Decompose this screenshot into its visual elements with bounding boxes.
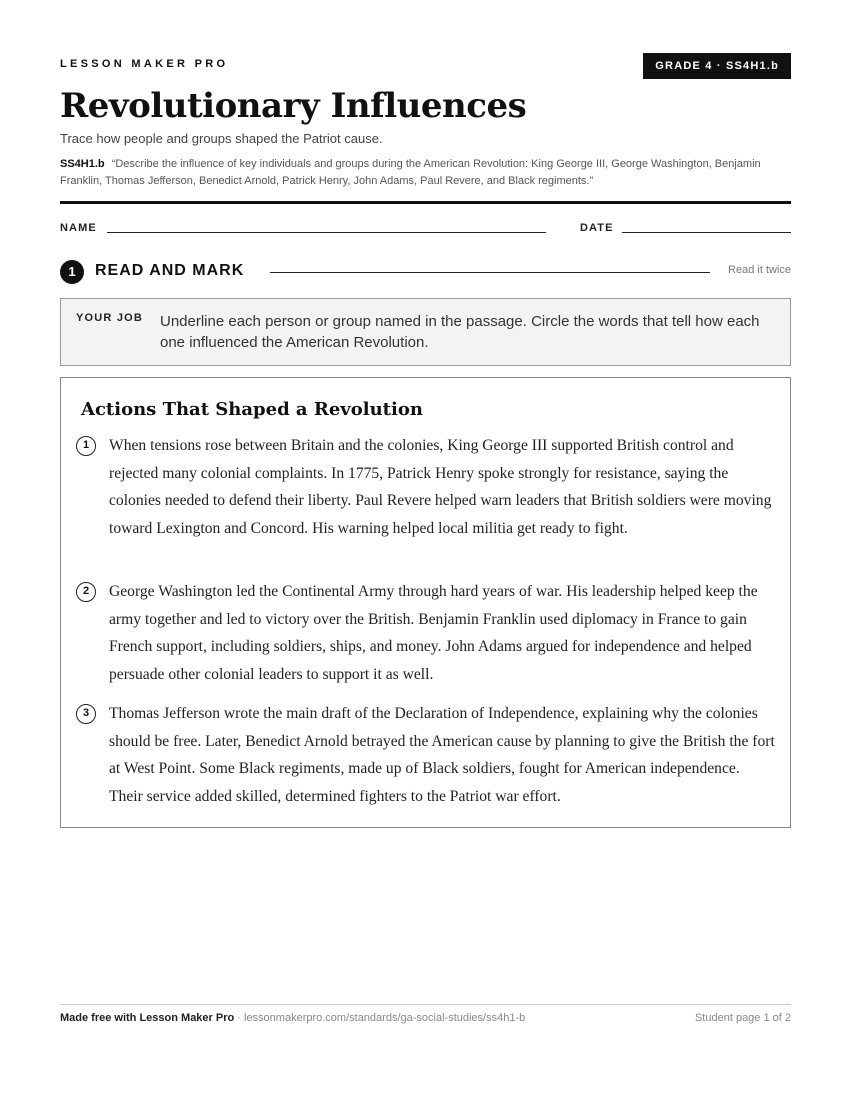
section-title: READ AND MARK: [95, 262, 245, 279]
section-number-badge: 1: [60, 260, 84, 284]
paragraph-number: 3: [76, 704, 96, 724]
passage-paragraph: [76, 700, 776, 812]
grade-badge: GRADE 4 · SS4H1.b: [643, 53, 791, 79]
section-header: [60, 260, 791, 284]
header-divider: [60, 201, 791, 204]
passage-title: Actions That Shaped a Revolution: [81, 399, 423, 420]
passage-paragraph: [76, 578, 776, 690]
brand-name: LESSON MAKER PRO: [60, 58, 229, 70]
paragraph-text: George Washington led the Continental Army through hard years of war. His leadership helped keep the army together and led to victory over the British. Benjamin Franklin used diplomacy in France to gain French support, including soldiers, ships, and money. John Adams argued for independence and helped persuade other colonial leaders to support it as well.: [109, 583, 758, 683]
standard-description: [60, 156, 791, 190]
page-title: Revolutionary Influences: [60, 86, 527, 126]
passage-paragraph: [76, 432, 776, 572]
paragraph-number: 2: [76, 582, 96, 602]
worksheet-page: [60, 0, 791, 1100]
footer-credit: [60, 1012, 525, 1024]
instructions-label: YOUR JOB: [76, 312, 144, 324]
paragraph-text: Thomas Jefferson wrote the main draft of the Declaration of Independence, explaining why the colonies should be free. Later, Benedict Arnold betrayed the American cause by planning to give the British the fort at West Point. Some Black regiments, made up of Black soldiers, fought for American independence. Their service added skilled, determined fighters to the Patriot war effort.: [109, 705, 775, 805]
footer-page-number: Student page 1 of 2: [694, 1012, 791, 1024]
page-subtitle: Trace how people and groups shaped the Patriot cause.: [60, 131, 383, 146]
name-field[interactable]: [107, 232, 546, 233]
standard-code: SS4H1.b: [60, 158, 105, 170]
paragraph-number: 1: [76, 436, 96, 456]
date-label: DATE: [580, 222, 614, 234]
footer-divider: [60, 1004, 791, 1005]
standard-quote: “Describe the influence of key individuals and groups during the American Revolution: King George III, George Washington, Benjamin Franklin, Thomas Jefferson, Benedict Arnold, Patrick Henry, John Adams, Paul Revere, and Black regiments.”: [60, 158, 761, 187]
footer-url[interactable]: · lessonmakerpro.com/standards/ga-social-studies/ss4h1-b: [234, 1012, 526, 1024]
instructions-box: [60, 298, 791, 366]
instructions-text: Underline each person or group named in the passage. Circle the words that tell how each one influenced the American Revolution.: [160, 313, 760, 351]
section-note: Read it twice: [728, 264, 791, 276]
reading-passage: [60, 377, 791, 828]
footer-made-by: Made free with Lesson Maker Pro: [60, 1012, 235, 1024]
paragraph-text: When tensions rose between Britain and the colonies, King George III supported British control and rejected many colonial complaints. In 1775, Patrick Henry spoke strongly for resistance, saying the colonies needed to defend their liberty. Paul Revere helped warn leaders that British soldiers were moving toward Lexington and Concord. His warning helped local militia get ready to fight.: [109, 437, 772, 537]
name-date-row: [60, 222, 791, 236]
date-field[interactable]: [622, 232, 791, 233]
section-divider: [270, 272, 710, 273]
name-label: NAME: [60, 222, 97, 234]
